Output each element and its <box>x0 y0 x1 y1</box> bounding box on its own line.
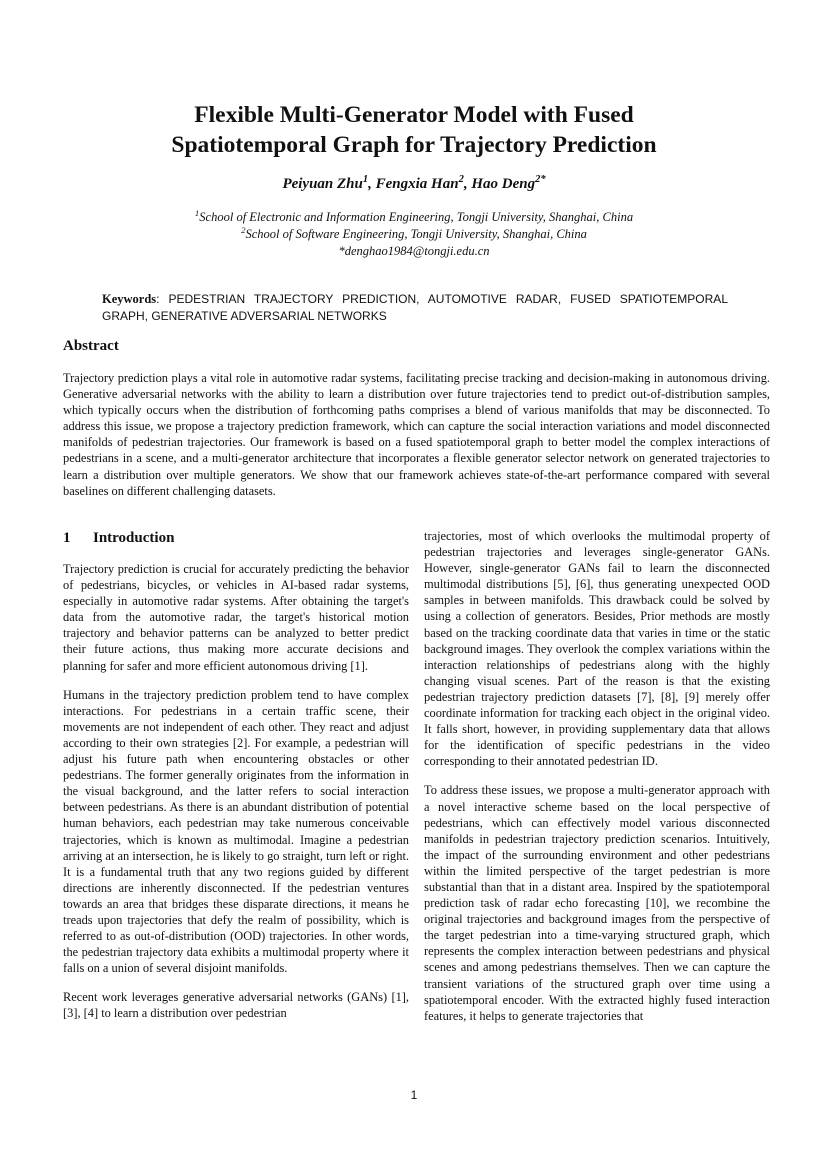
title-line-1: Flexible Multi-Generator Model with Fused <box>194 102 634 128</box>
affiliation-text: School of Electronic and Information Engineering, Tongji University, Shanghai, China <box>199 210 634 224</box>
paragraph: To address these issues, we propose a multi-generator approach with a novel interactive scheme based on the local perspective of pedestrians, which can effectively model various disconnected manifolds in pedestrian trajectory prediction scenarios. Intuitively, the impact of the surrounding environment and other pedestrians within the limited perspective of the target pedestrian is more substantial than that in a distant area. Inspired by the spatiotemporal prediction task of radar echo forecasting [10], we recombine the original trajectories and background images from the perspective of the target pedestrian into a time-varying structured graph, which represents the complex interaction between pedestrians and physical scenes and among pedestrians themselves. Then we can capture the transient variations of the structured graph over time using a spatiotemporal encoder. With the extracted highly fused interaction features, it helps to generate trajectories that <box>424 783 770 1023</box>
author-separator: , <box>368 176 376 192</box>
paragraph: Trajectory prediction is crucial for accurately predicting the behavior of pedestrians, bicycles, or vehicles in AI-based radar systems, especially in automotive radar systems. After obtaining the target's data from the automotive radar, the target's historical motion trajectory and behavior patterns can be analyzed to better predict their future actions, thus making more accurate decisions and planning for safer and more efficient autonomous driving [1]. <box>63 562 409 673</box>
author-sup: 1 <box>362 174 369 185</box>
section-heading <box>63 528 409 548</box>
author: Peiyuan Zhu <box>282 176 363 192</box>
section-number: 1 <box>63 530 71 546</box>
page-number: 1 <box>410 1088 418 1102</box>
author: Fengxia Han <box>375 176 459 192</box>
right-column <box>424 528 770 1037</box>
paragraph: Humans in the trajectory prediction problem tend to have complex interactions. For pedestrians in a certain traffic scene, their movements are not independent of each other. They react and adjust according to their own strategies [2]. For example, a pedestrian will adjust his future path when encountering obstacles or other pedestrians. The former generally originates from the information in the visual background, and the latter refers to social interaction between pedestrians. As there is an abundant distribution of potential human behaviors, each pedestrian may take numerous conceivable trajectories, which is known as multimodal. Imagine a pedestrian arriving at an intersection, he is likely to go straight, turn left or right. It is a fundamental truth that any two regions guided by different directions are inherently disconnected. If the pedestrian ventures towards an area that bridges these disparate directions, it means he treads upon trajectories that defy the realm of possibility, which is referred to as out-of-distribution (OOD) trajectories. In other words, the pedestrian trajectory data exhibits a multimodal property where it falls on a union of several disjoint manifolds. <box>63 687 409 976</box>
paper-title <box>0 100 828 160</box>
author-sup: 2 <box>458 174 464 185</box>
affiliation-sup: 1 <box>194 207 200 218</box>
left-column <box>63 528 409 1035</box>
affiliation-1 <box>0 209 828 226</box>
affiliation-sup: 2 <box>241 224 246 235</box>
abstract-heading: Abstract <box>63 338 119 354</box>
author-list <box>0 176 828 193</box>
title-line-2: Spatiotemporal Graph for Trajectory Prediction <box>171 132 657 158</box>
affiliation-2 <box>0 226 828 243</box>
paragraph: Recent work leverages generative adversarial networks (GANs) [1], [3], [4] to learn a distribution over pedestrian <box>63 990 409 1021</box>
email-address[interactable]: *denghao1984@tongji.edu.cn <box>338 244 490 258</box>
affiliations <box>0 209 828 260</box>
keywords-label: Keywords <box>102 292 157 306</box>
author-separator: , <box>463 176 472 192</box>
author-sup: 2* <box>535 174 546 185</box>
keywords <box>102 291 728 325</box>
author: Hao Deng <box>471 176 536 192</box>
affiliation-text: School of Software Engineering, Tongji University, Shanghai, China <box>245 227 587 241</box>
keywords-text: : PEDESTRIAN TRAJECTORY PREDICTION, AUTOMOTIVE RADAR, FUSED SPATIOTEMPORAL GRAPH, GENERATIVE ADVERSARIAL NETWORKS <box>102 292 728 323</box>
section-title: Introduction <box>93 530 175 546</box>
abstract-body: Trajectory prediction plays a vital role in automotive radar systems, facilitating precise tracking and decision-making in autonomous driving. Generative adversarial networks with the ability to learn a distribution over future trajectories tend to predict out-of-distribution samples, which typically occurs when the distribution of forthcoming paths comprises a blend of various manifolds that may be disconnected. To address this issue, we propose a trajectory prediction framework, which can capture the social interaction variations and model disconnected manifolds of pedestrian trajectories. Our framework is based on a fused spatiotemporal graph to better model the complex interactions of pedestrians in a scene, and a multi-generator architecture that incorporates a flexible generator selector network on generated trajectories to learn a distribution over multiple generators. We show that our framework achieves state-of-the-art performance compared with several baselines on different challenging datasets. <box>63 371 770 498</box>
paragraph: trajectories, most of which overlooks the multimodal property of pedestrian trajectories and leverages single-generator GANs. However, single-generator GANs fail to learn the disconnected multimodal distributions [5], [6], thus generating unexpected OOD samples in between manifolds. This drawback could be solved by using a collection of generators. Besides, Prior methods are mostly based on the tracking coordinate data that varies in time or the static background images. They overlook the complex variations within the interaction relationships of pedestrians along with the highly changing visual scenes. Part of the reason is that the existing pedestrian trajectory prediction datasets [7], [8], [9] merely offer coordinate information for tracking each object in the original video. It falls short, however, in providing supplementary data that allows for the identification of specific pedestrians in the video corresponding to their annotated pedestrian ID. <box>424 529 770 769</box>
